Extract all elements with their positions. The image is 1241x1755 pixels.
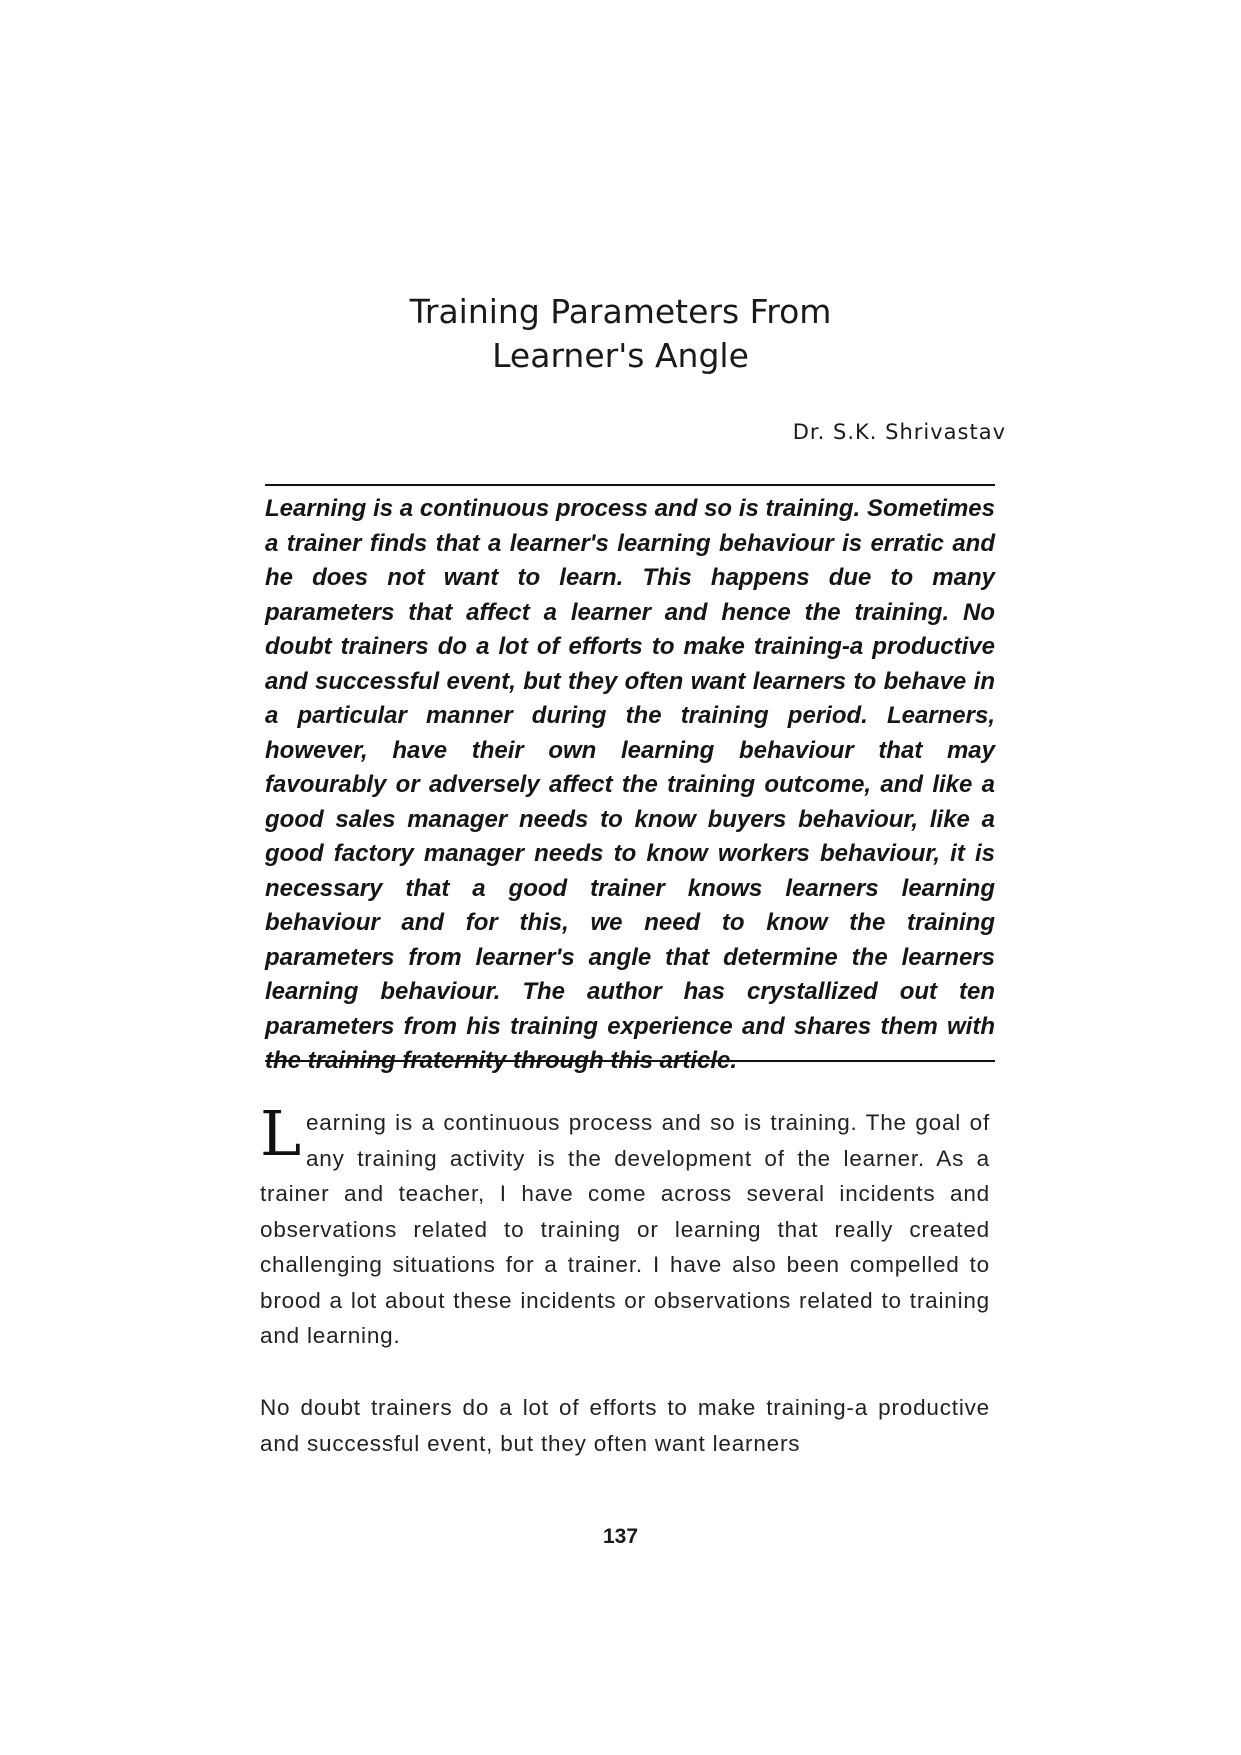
drop-cap: L bbox=[260, 1097, 302, 1170]
article-title-line-2: Learner's Angle bbox=[492, 336, 749, 375]
abstract-top-rule bbox=[265, 484, 995, 486]
abstract-bottom-rule bbox=[265, 1060, 995, 1062]
body-paragraph-2: No doubt trainers do a lot of efforts to make training-a productive and successful event, but they often want learners bbox=[260, 1395, 990, 1456]
body-paragraph-1-text: earning is a continuous process and so is training. The goal of any training activity is the development of the learner. As a trainer and teacher, I have come across several incidents and observations related to training or learning that really created challenging situations for a trainer. I have also been compelled to brood a lot about these incidents or observations related to training and learning. bbox=[260, 1110, 990, 1348]
abstract-text: Learning is a continuous process and so is training. Sometimes a trainer finds that a learner's learning behaviour is erratic and he does not want to learn. This happens due to many parameters that affect a learner and hence the training. No doubt trainers do a lot of efforts to make training-a productive and successful event, but they often want learners to behave in a particular manner during the training period. Learners, however, have their own learning behaviour that may favourably or adversely affect the training outcome, and like a good sales manager needs to know buyers behaviour, like a good factory manager needs to know workers behaviour, it is necessary that a good trainer knows learners learning behaviour and for this, we need to know the training parameters from learner's angle that determine the learners learning behaviour. The author has crystallized out ten parameters from his training experience and shares them with the training fraternity through this article. bbox=[265, 495, 995, 1074]
article-title-line-1: Training Parameters From bbox=[409, 292, 832, 331]
author-name: Dr. S.K. Shrivastav bbox=[792, 420, 1006, 444]
page-number: 137 bbox=[602, 1525, 639, 1548]
body-paragraph-1 bbox=[260, 1097, 990, 1354]
article-title bbox=[0, 290, 1241, 378]
